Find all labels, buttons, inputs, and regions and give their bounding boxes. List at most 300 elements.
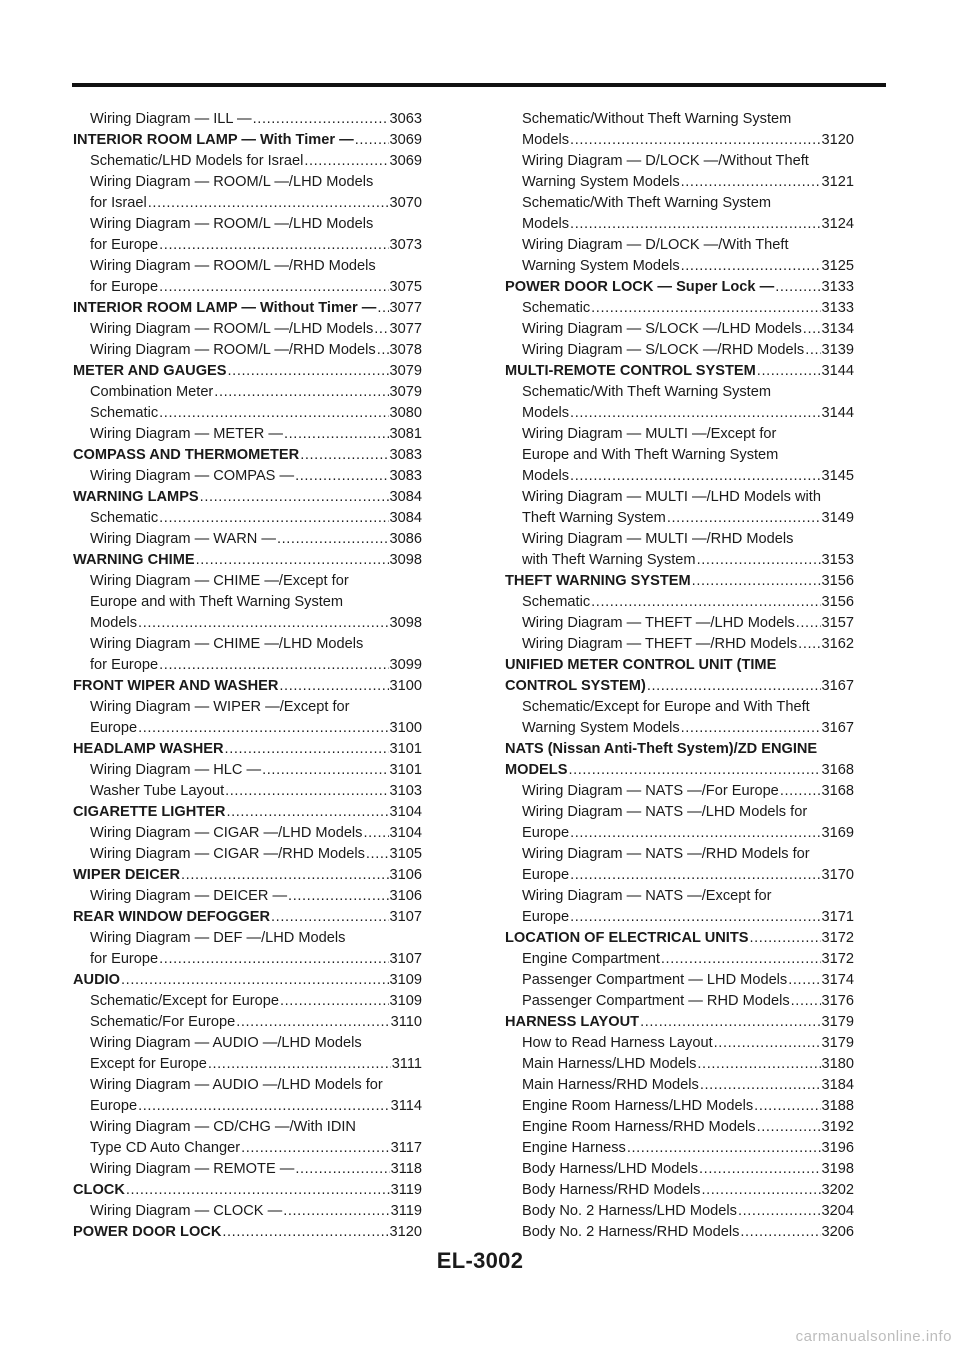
dot-leader [236, 1012, 389, 1033]
toc-entry-title: Wiring Diagram — NATS —/RHD Models for [522, 846, 810, 862]
toc-entry-title: FRONT WIPER AND WASHER [73, 678, 279, 694]
toc-section-heading [73, 739, 422, 760]
toc-entry [73, 151, 422, 172]
toc-entry-title: Except for Europe [90, 1056, 207, 1072]
dot-leader [196, 550, 389, 571]
dot-leader [791, 991, 821, 1012]
watermark: carmanualsonline.info [795, 1328, 952, 1345]
toc-page-number: 3206 [821, 1224, 854, 1240]
toc-entry-title: Wiring Diagram — ROOM/L —/LHD Models [90, 321, 374, 337]
toc-entry-title: Wiring Diagram — ILL — [90, 111, 252, 127]
dot-leader [627, 1138, 821, 1159]
dot-leader [226, 802, 388, 823]
toc-entry [73, 823, 422, 844]
toc-entry-title: Main Harness/RHD Models [522, 1077, 699, 1093]
toc-entry [505, 529, 854, 550]
toc-entry [73, 844, 422, 865]
toc-entry-title: Models [522, 405, 570, 421]
toc-page-number: 3124 [821, 216, 854, 232]
toc-section-heading [73, 865, 422, 886]
toc-entry-title: HEADLAMP WASHER [73, 741, 224, 757]
dot-leader [570, 403, 820, 424]
toc-entry-title: Engine Harness [522, 1140, 626, 1156]
dot-leader [159, 949, 388, 970]
toc-entry [505, 865, 854, 886]
dot-leader [121, 970, 389, 991]
dot-leader [374, 319, 388, 340]
toc-entry-title: Wiring Diagram — NATS —/Except for [522, 888, 772, 904]
toc-entry [505, 781, 854, 802]
toc-entry [505, 1159, 854, 1180]
toc-section-heading [73, 361, 422, 382]
toc-entry [505, 823, 854, 844]
toc-entry-title: Models [90, 615, 138, 631]
toc-entry-title: Wiring Diagram — WIPER —/Except for [90, 699, 350, 715]
toc-entry-title: Wiring Diagram — D/LOCK —/With Theft [522, 237, 789, 253]
toc-entry-title: Main Harness/LHD Models [522, 1056, 697, 1072]
dot-leader [570, 214, 820, 235]
toc-page-number: 3104 [389, 804, 422, 820]
toc-entry-title: Wiring Diagram — MULTI —/Except for [522, 426, 777, 442]
dot-leader [126, 1180, 390, 1201]
dot-leader [200, 487, 389, 508]
dot-leader [699, 1159, 821, 1180]
toc-page-number: 3192 [821, 1119, 854, 1135]
toc-entry [73, 382, 422, 403]
dot-leader [277, 529, 389, 550]
dot-leader [241, 1138, 390, 1159]
toc-entry [73, 949, 422, 970]
toc-entry [505, 550, 854, 571]
toc-page-number: 3114 [390, 1098, 422, 1114]
dot-leader [280, 991, 389, 1012]
toc-entry-title: Wiring Diagram — NATS —/LHD Models for [522, 804, 808, 820]
toc-page-number: 3125 [821, 258, 854, 274]
page-code: EL-3002 [436, 1248, 524, 1273]
dot-leader [279, 676, 388, 697]
toc-entry-title: CIGARETTE LIGHTER [73, 804, 226, 820]
toc-entry [505, 319, 854, 340]
toc-page-number: 3077 [389, 300, 422, 316]
toc-entry [505, 1096, 854, 1117]
toc-entry [73, 697, 422, 718]
toc-page-number: 3144 [821, 405, 854, 421]
dot-leader [295, 466, 388, 487]
dot-leader [780, 781, 821, 802]
dot-leader [159, 277, 388, 298]
toc-page-number: 3106 [389, 867, 422, 883]
toc-entry-title: Schematic [522, 594, 591, 610]
toc-page-number: 3120 [821, 132, 854, 148]
toc-page-number: 3063 [389, 111, 422, 127]
toc-section-heading [73, 907, 422, 928]
toc-entry-title: POWER DOOR LOCK [73, 1224, 222, 1240]
toc-page-number: 3100 [389, 720, 422, 736]
toc-page-number: 3077 [389, 321, 422, 337]
dot-leader [667, 508, 821, 529]
toc-entry [505, 1222, 854, 1243]
toc-entry-title: Wiring Diagram — DEF —/LHD Models [90, 930, 346, 946]
toc-page-number: 3169 [821, 825, 854, 841]
toc-entry-title: Schematic [90, 405, 159, 421]
toc-entry-title: Body No. 2 Harness/RHD Models [522, 1224, 740, 1240]
toc-page-number: 3184 [821, 1077, 854, 1093]
dot-leader [228, 361, 389, 382]
dot-leader [570, 823, 820, 844]
toc-entry-title: Schematic [90, 510, 159, 526]
dot-leader [798, 634, 820, 655]
toc-entry-title: Wiring Diagram — S/LOCK —/LHD Models [522, 321, 802, 337]
toc-page-number: 3162 [821, 636, 854, 652]
toc-entry-title: Engine Compartment [522, 951, 660, 967]
toc-entry [73, 214, 422, 235]
dot-leader [214, 382, 388, 403]
toc-entry-title: Schematic/For Europe [90, 1014, 236, 1030]
toc-entry-title: Wiring Diagram — AUDIO —/LHD Models for [90, 1077, 383, 1093]
toc-entry-title: AUDIO [73, 972, 121, 988]
toc-entry [73, 634, 422, 655]
toc-entry [73, 508, 422, 529]
toc-entry [73, 529, 422, 550]
dot-leader [295, 1159, 389, 1180]
dot-leader [775, 277, 820, 298]
dot-leader [283, 1201, 389, 1222]
toc-entry-title: Wiring Diagram — THEFT —/RHD Models [522, 636, 798, 652]
toc-page-number: 3176 [821, 993, 854, 1009]
dot-leader [740, 1222, 820, 1243]
toc-entry-title: Europe and With Theft Warning System [522, 447, 779, 463]
dot-leader [138, 718, 388, 739]
toc-entry [73, 1033, 422, 1054]
toc-entry [505, 991, 854, 1012]
dot-leader [288, 886, 388, 907]
toc-page-number: 3202 [821, 1182, 854, 1198]
toc-entry [505, 844, 854, 865]
toc-page-number: 3156 [821, 594, 854, 610]
dot-leader [568, 760, 820, 781]
toc-entry-title: Combination Meter [90, 384, 214, 400]
toc-entry-title: MODELS [505, 762, 568, 778]
toc-page-number: 3188 [821, 1098, 854, 1114]
toc-entry-title: Wiring Diagram — CIGAR —/RHD Models [90, 846, 365, 862]
toc-entry [505, 1033, 854, 1054]
toc-entry [505, 886, 854, 907]
toc-page-number: 3156 [821, 573, 854, 589]
toc-entry [73, 403, 422, 424]
toc-page-number: 3083 [389, 447, 422, 463]
toc-page-number: 3111 [391, 1056, 422, 1072]
toc-page-number: 3069 [389, 132, 422, 148]
toc-entry-title: Europe [522, 867, 570, 883]
toc-entry-title: Wiring Diagram — ROOM/L —/LHD Models [90, 216, 374, 232]
toc-entry-title: Wiring Diagram — METER — [90, 426, 283, 442]
dot-leader [181, 865, 389, 886]
toc-entry [73, 592, 422, 613]
toc-entry-title: Wiring Diagram — MULTI —/LHD Models with [522, 489, 821, 505]
toc-page-number: 3180 [821, 1056, 854, 1072]
toc-entry [505, 508, 854, 529]
toc-section-heading [73, 550, 422, 571]
toc-entry-title: Europe [522, 909, 570, 925]
dot-leader [757, 361, 821, 382]
toc-entry-title: How to Read Harness Layout [522, 1035, 713, 1051]
dot-leader [262, 760, 388, 781]
toc-entry [505, 487, 854, 508]
toc-page-number: 3100 [389, 678, 422, 694]
toc-entry [505, 1138, 854, 1159]
dot-leader [738, 1201, 821, 1222]
toc-page-number: 3119 [390, 1203, 422, 1219]
dot-leader [208, 1054, 391, 1075]
toc-entry [73, 1159, 422, 1180]
toc-entry-title: Wiring Diagram — ROOM/L —/RHD Models [90, 258, 376, 274]
toc-entry-title: for Israel [90, 195, 147, 211]
toc-entry-title: Wiring Diagram — REMOTE — [90, 1161, 295, 1177]
toc-page-number: 3101 [389, 762, 422, 778]
toc-entry-title: HARNESS LAYOUT [505, 1014, 640, 1030]
toc-entry [505, 298, 854, 319]
dot-leader [692, 571, 821, 592]
toc-entry-title: Warning System Models [522, 174, 680, 190]
toc-page-number: 3107 [389, 909, 422, 925]
toc-entry-title: MULTI-REMOTE CONTROL SYSTEM [505, 363, 756, 379]
toc-entry [505, 907, 854, 928]
toc-page-number: 3079 [389, 363, 422, 379]
toc-entry-title: WARNING CHIME [73, 552, 195, 568]
toc-entry [505, 340, 854, 361]
toc-entry-title: Models [522, 468, 570, 484]
toc-entry [505, 1054, 854, 1075]
toc-entry [73, 319, 422, 340]
toc-entry [505, 802, 854, 823]
toc-page-number: 3107 [389, 951, 422, 967]
toc-entry [505, 235, 854, 256]
toc-entry-title: METER AND GAUGES [73, 363, 227, 379]
toc-page-number: 3174 [821, 972, 854, 988]
toc-section-heading [505, 361, 854, 382]
toc-entry [73, 340, 422, 361]
toc-entry [73, 1117, 422, 1138]
toc-entry-title: Schematic/LHD Models for Israel [90, 153, 304, 169]
toc-section-heading [505, 571, 854, 592]
toc-entry-title: Warning System Models [522, 258, 680, 274]
toc-entry-title: Wiring Diagram — ROOM/L —/LHD Models [90, 174, 374, 190]
toc-entry-title: NATS (Nissan Anti-Theft System)/ZD ENGINE [505, 741, 818, 757]
toc-entry-title: with Theft Warning System [522, 552, 696, 568]
dot-leader [681, 256, 821, 277]
toc-entry-title: Wiring Diagram — CIGAR —/LHD Models [90, 825, 363, 841]
toc-page-number: 3167 [821, 720, 854, 736]
toc-entry [73, 886, 422, 907]
toc-entry [505, 949, 854, 970]
toc-entry [505, 130, 854, 151]
dot-leader [700, 1075, 821, 1096]
dot-leader [796, 613, 821, 634]
toc-entry [505, 382, 854, 403]
toc-entry [73, 781, 422, 802]
toc-page-number: 3204 [821, 1203, 854, 1219]
toc-entry-title: Wiring Diagram — CLOCK — [90, 1203, 283, 1219]
toc-page-number: 3172 [821, 951, 854, 967]
toc-page-number: 3179 [821, 1035, 854, 1051]
toc-left-column [73, 109, 422, 1243]
dot-leader [377, 340, 389, 361]
toc-entry [73, 172, 422, 193]
toc-entry-title: for Europe [90, 951, 159, 967]
toc-entry [505, 1075, 854, 1096]
dot-leader [570, 130, 820, 151]
toc-entry-title: Europe and with Theft Warning System [90, 594, 344, 610]
dot-leader [697, 550, 821, 571]
toc-entry [505, 697, 854, 718]
dot-leader [222, 1222, 388, 1243]
toc-entry [505, 970, 854, 991]
toc-page-number: 3079 [389, 384, 422, 400]
toc-entry-title: CLOCK [73, 1182, 125, 1198]
dot-leader [640, 1012, 820, 1033]
toc-entry [73, 1096, 422, 1117]
toc-entry-title: Body Harness/RHD Models [522, 1182, 701, 1198]
toc-page-number: 3179 [821, 1014, 854, 1030]
dot-leader [159, 403, 388, 424]
toc-page-number: 3167 [821, 678, 854, 694]
dot-leader [253, 109, 389, 130]
toc-entry [505, 424, 854, 445]
toc-entry [505, 1117, 854, 1138]
toc-entry [505, 403, 854, 424]
toc-entry-title: Schematic/Except for Europe and With Theft [522, 699, 810, 715]
toc-section-heading [505, 928, 854, 949]
toc-entry [73, 1138, 422, 1159]
toc-entry-title: THEFT WARNING SYSTEM [505, 573, 691, 589]
toc-page-number: 3073 [389, 237, 422, 253]
toc-entry-title: Schematic/Without Theft Warning System [522, 111, 792, 127]
toc-entry-title: LOCATION OF ELECTRICAL UNITS [505, 930, 749, 946]
toc-page-number: 3196 [821, 1140, 854, 1156]
dot-leader [138, 613, 388, 634]
toc-entry-title: Wiring Diagram — NATS —/For Europe [522, 783, 779, 799]
toc-page-number: 3086 [389, 531, 422, 547]
toc-section-heading [73, 130, 422, 151]
toc-entry-title: Wiring Diagram — MULTI —/RHD Models [522, 531, 794, 547]
toc-entry-title: Wiring Diagram — WARN — [90, 531, 276, 547]
toc-section-heading [73, 1180, 422, 1201]
toc-entry-title: Wiring Diagram — DEICER — [90, 888, 288, 904]
toc-page-number: 3149 [821, 510, 854, 526]
toc-entry-title: Schematic [522, 300, 591, 316]
dot-leader [697, 1054, 820, 1075]
toc-page-number: 3134 [821, 321, 854, 337]
toc-entry-title: WARNING LAMPS [73, 489, 199, 505]
toc-entry-title: Passenger Compartment — RHD Models [522, 993, 790, 1009]
toc-entry-title: Washer Tube Layout [90, 783, 225, 799]
toc-entry-title: Wiring Diagram — HLC — [90, 762, 262, 778]
dot-leader [570, 907, 820, 928]
dot-leader [750, 928, 821, 949]
toc-page-number: 3109 [389, 972, 422, 988]
toc-entry [73, 718, 422, 739]
dot-leader [570, 865, 820, 886]
dot-leader [681, 718, 821, 739]
toc-entry [73, 1201, 422, 1222]
toc-entry-title: Wiring Diagram — THEFT —/LHD Models [522, 615, 795, 631]
toc-page-number: 3106 [389, 888, 422, 904]
toc-entry-title: CONTROL SYSTEM) [505, 678, 646, 694]
toc-page-number: 3144 [821, 363, 854, 379]
toc-entry [505, 1180, 854, 1201]
toc-entry [505, 445, 854, 466]
dot-leader [300, 445, 388, 466]
toc-page-number: 3098 [389, 552, 422, 568]
toc-entry [73, 1075, 422, 1096]
toc-page-number: 3120 [389, 1224, 422, 1240]
toc-entry [505, 151, 854, 172]
toc-page-number: 3121 [821, 174, 854, 190]
dot-leader [377, 298, 388, 319]
toc-page-number: 3098 [389, 615, 422, 631]
toc-entry-title: Wiring Diagram — CHIME —/Except for [90, 573, 349, 589]
toc-entry-title: Europe [90, 720, 138, 736]
toc-entry-title: Models [522, 216, 570, 232]
toc-entry [505, 613, 854, 634]
toc-page-number: 3081 [389, 426, 422, 442]
toc-entry [73, 235, 422, 256]
toc-entry [73, 424, 422, 445]
toc-entry [73, 991, 422, 1012]
toc-page-number: 3157 [821, 615, 854, 631]
toc-page-number: 3084 [389, 489, 422, 505]
toc-entry [505, 466, 854, 487]
toc-entry [73, 571, 422, 592]
toc-entry-title: Schematic/Except for Europe [90, 993, 279, 1009]
toc-page-number: 3118 [390, 1161, 422, 1177]
toc-page-number: 3168 [821, 762, 854, 778]
toc-entry-title: Europe [522, 825, 570, 841]
dot-leader [661, 949, 821, 970]
toc-page-number: 3070 [389, 195, 422, 211]
toc-entry-title: for Europe [90, 237, 159, 253]
toc-section-heading [505, 655, 854, 676]
toc-entry [73, 193, 422, 214]
toc-entry-title: Wiring Diagram — CD/CHG —/With IDIN [90, 1119, 356, 1135]
dot-leader [757, 1117, 821, 1138]
dot-leader [366, 844, 389, 865]
toc-entry [505, 1201, 854, 1222]
toc-entry [73, 613, 422, 634]
toc-page-number: 3109 [389, 993, 422, 1009]
toc-entry [505, 109, 854, 130]
dot-leader [159, 508, 388, 529]
toc-page-number: 3119 [390, 1182, 422, 1198]
toc-entry-title: Wiring Diagram — COMPAS — [90, 468, 295, 484]
toc-entry-title: Wiring Diagram — ROOM/L —/RHD Models [90, 342, 376, 358]
toc-entry-title: COMPASS AND THERMOMETER [73, 447, 300, 463]
toc-entry-title: for Europe [90, 279, 159, 295]
toc-entry [73, 760, 422, 781]
toc-entry-title: Wiring Diagram — CHIME —/LHD Models [90, 636, 364, 652]
toc-entry-title: Wiring Diagram — D/LOCK —/Without Theft [522, 153, 809, 169]
toc-entry [73, 277, 422, 298]
dot-leader [148, 193, 389, 214]
dot-leader [570, 466, 820, 487]
dot-leader [591, 592, 820, 613]
dot-leader [355, 130, 389, 151]
toc-page-number: 3171 [821, 909, 854, 925]
toc-section-heading [505, 760, 854, 781]
toc-entry-title: Type CD Auto Changer [90, 1140, 241, 1156]
toc-page-number: 3170 [821, 867, 854, 883]
toc-section-heading [505, 739, 854, 760]
